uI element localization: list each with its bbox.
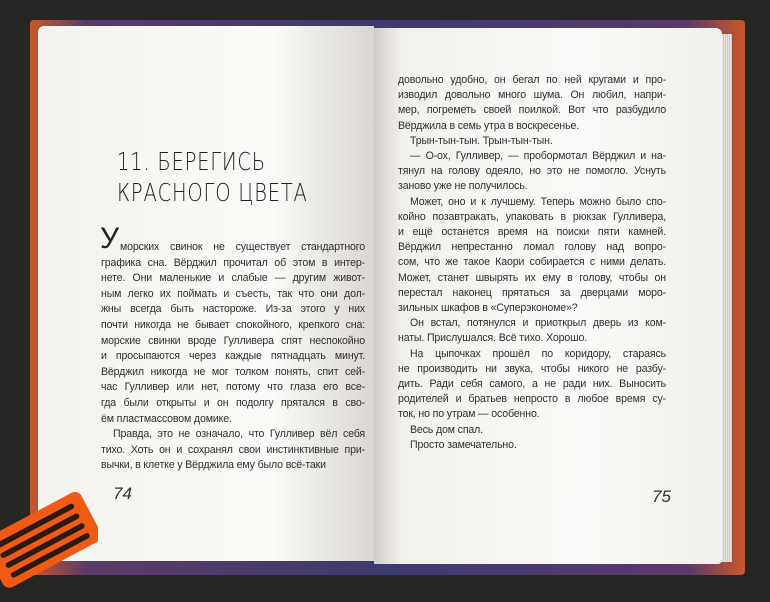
text-line: Вёрджил никогда не мог толком понять, спит сей- (101, 365, 365, 378)
text-line: Он встал, потянулся и приоткрыл дверь из ком- (410, 317, 666, 330)
text-line: Просто замечательно. (410, 438, 517, 451)
text-line: гда были открыты и он подолгу прятался в сво- (101, 397, 365, 409)
text-line: Вёрджила в семь утра в воскресенье. (398, 119, 580, 132)
text-line: ным легко их поймать и съесть, так что они дол- (101, 287, 365, 300)
chapter-title-line: КРАСНОГО ЦВЕТА (117, 178, 308, 207)
text-line: зильных шкафов в «Суперэкономе»? (398, 302, 578, 314)
text-line: дить. Ради себя самого, а не ради них. Выносить (398, 378, 666, 390)
text-line: Может, оно и к лучшему. Теперь можно было спо- (410, 195, 666, 208)
text-line: ём пластмассовом домике. (101, 412, 232, 425)
text-line: родителей и братьев непросто в любое время су- (398, 393, 666, 406)
text-line: наты. Прислушался. Всё тихо. Хорошо. (398, 332, 588, 345)
text-line: нете. Они маленькие и слабые — другим живот- (101, 272, 365, 285)
text-line: вычки, в клетке у Вёрджила ему было всё-таки (101, 459, 326, 472)
chapter-title-line: 11. БЕРЕГИСЬ (117, 147, 266, 176)
text-line: и ещё останется время на поиски пяти камней. (398, 226, 666, 238)
text-line: Трын-тын-тын. Трын-тын-тын. (410, 134, 553, 147)
page-number-left: 74 (113, 484, 132, 503)
text-line: заново уже не получилось. (398, 180, 528, 193)
text-line: перестал наконец прятаться за дверцами моро- (398, 286, 666, 299)
text-line: не производить ни звука, чтобы никого не разбу- (398, 362, 666, 375)
text-line: — О-ох, Гулливер, — пробормотал Вёрджил и на- (410, 150, 666, 162)
text-line: жны всегда быть настороже. Из-за этого у них (101, 303, 365, 316)
text-line: графика сна. Вёрджил прочитал об этом в интер- (101, 256, 365, 269)
text-line: сом, что же такое Каори собирается с ними делать. (398, 256, 666, 269)
text-line: тянул на голову одеяло, но это не помогло. Уснуть (398, 165, 666, 178)
text-line: Весь дом спал. (410, 423, 483, 436)
text-line: морских свинок не существует стандартного (120, 241, 365, 253)
text-line: мер, погреметь своей поилкой. Вот что разбудило (398, 104, 666, 117)
text-line: ток, но по утрам — особенно. (398, 408, 540, 421)
text-line: Вёрджил непрестанно ломал голову над вопро- (398, 241, 666, 254)
text-line: На цыпочках прошёл по коридору, стараясь (410, 347, 666, 360)
text-line: изводил довольно много шума. Он любил, напри- (398, 89, 666, 102)
text-line: койно позавтракать, упаковать в рюкзак Гулливера, (398, 210, 666, 223)
text-line: час Гулливер или нет, потому что глаза его все- (101, 381, 365, 394)
page-number-right: 75 (652, 487, 671, 506)
text-line: морские свинки вроде Гулливера спят неспокойно (101, 334, 365, 347)
text-line: почти никогда не бывает спокойного, крепкого сна: (101, 319, 365, 331)
text-line: довольно удобно, он бегал по ней кругами и про- (398, 74, 666, 86)
text-line: Правда, это не означало, что Гулливер вёл себя (113, 428, 365, 441)
text-line: и просыпаются через каждые пятнадцать минут. (101, 350, 365, 363)
text-line: Может, станет швырять их ему в голову, чтобы он (398, 271, 666, 284)
text-line: тихо. Хоть он и сохранял свои инстинктивные при- (101, 443, 365, 456)
drop-cap: У (100, 222, 120, 255)
